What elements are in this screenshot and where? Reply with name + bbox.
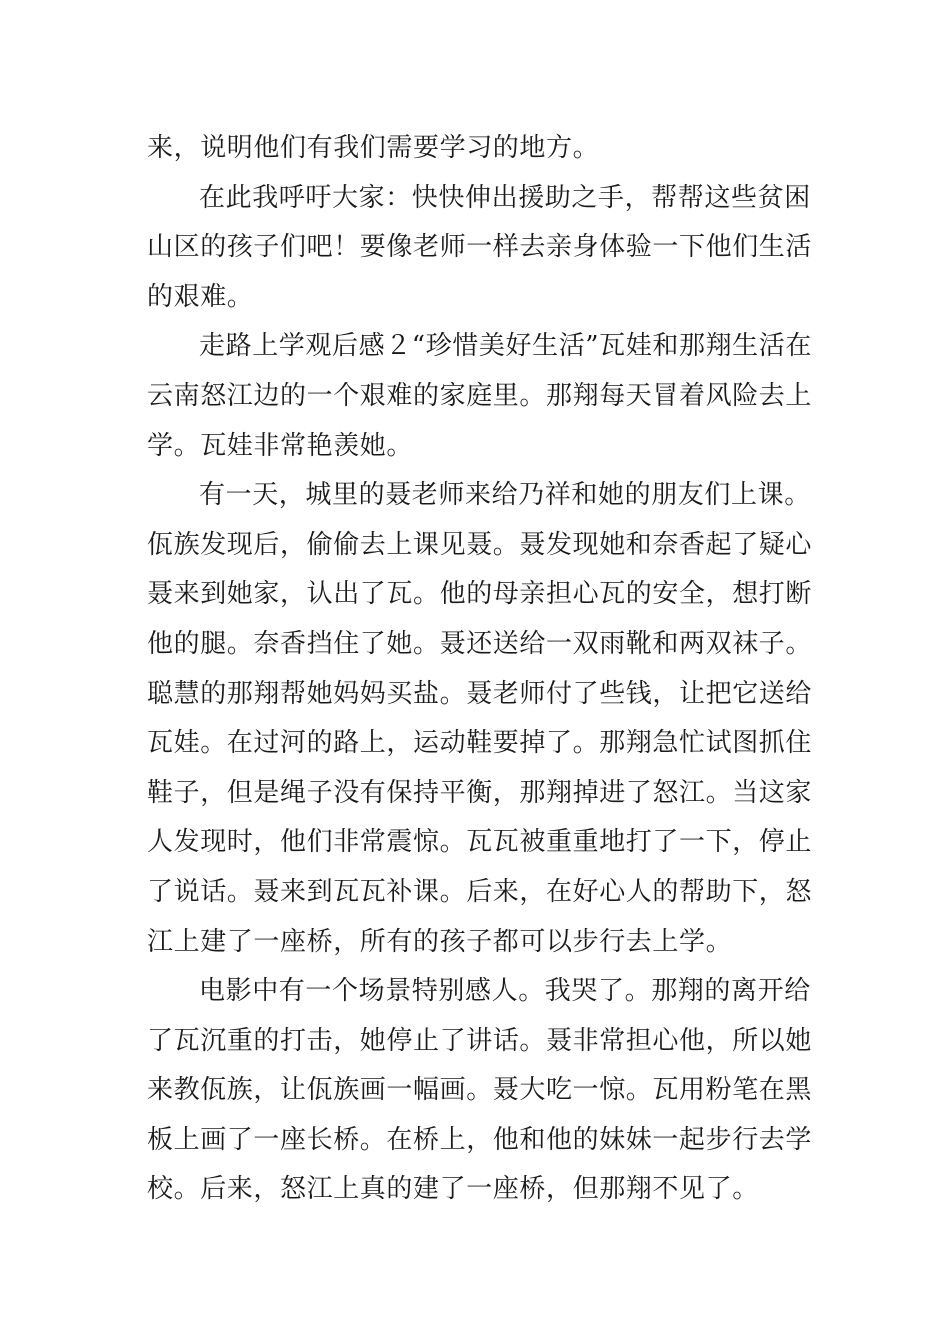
text-line: 来教佤族，让佤族画一幅画。聂大吃一惊。瓦用粉笔在黑 <box>147 1075 813 1106</box>
document-body <box>147 124 813 1215</box>
text-line: 江上建了一座桥，所有的孩子都可以步行去上学。 <box>147 926 733 957</box>
text-line: 的艰难。 <box>147 281 254 312</box>
text-line: 山区的孩子们吧！要像老师一样去亲身体验一下他们生活 <box>147 232 813 263</box>
text-line: 聂来到她家，认出了瓦。他的母亲担心瓦的安全，想打断 <box>147 579 813 610</box>
text-line: 人发现时，他们非常震惊。瓦瓦被重重地打了一下，停止 <box>147 827 813 858</box>
text-line: 来，说明他们有我们需要学习的地方。 <box>147 133 600 163</box>
paragraph-start-line: 电影中有一个场景特别感人。我哭了。那翔的离开给 <box>199 976 811 1007</box>
text-line: 瓦娃。在过河的路上，运动鞋要掉了。那翔急忙试图抓住 <box>147 728 813 759</box>
text-line: 校。后来，怒江上真的建了一座桥，但那翔不见了。 <box>147 1174 759 1205</box>
text-line: 学。瓦娃非常艳羡她。 <box>147 430 414 461</box>
paragraph-start-line: 走路上学观后感２“珍惜美好生活”瓦娃和那翔生活在 <box>199 331 812 362</box>
text-line: 佤族发现后，偷偷去上课见聂。聂发现她和奈香起了疑心 <box>147 529 813 560</box>
text-line: 云南怒江边的一个艰难的家庭里。那翔每天冒着风险去上 <box>147 380 813 411</box>
text-line: 板上画了一座长桥。在桥上，他和他的妹妹一起步行去学 <box>147 1124 813 1155</box>
text-line: 他的腿。奈香挡住了她。聂还送给一双雨靴和两双袜子。 <box>147 628 813 659</box>
text-line: 了瓦沉重的打击，她停止了讲话。聂非常担心他，所以她 <box>147 1025 813 1056</box>
text-line: 鞋子，但是绳子没有保持平衡，那翔掉进了怒江。当这家 <box>147 777 813 808</box>
paragraph-start-line: 在此我呼吁大家：快快伸出援助之手，帮帮这些贫困 <box>199 182 811 213</box>
paragraph-start-line: 有一天，城里的聂老师来给乃祥和她的朋友们上课。 <box>199 480 811 511</box>
text-line: 聪慧的那翔帮她妈妈买盐。聂老师付了些钱，让把它送给 <box>147 678 813 709</box>
text-line: 了说话。聂来到瓦瓦补课。后来，在好心人的帮助下，怒 <box>147 876 813 907</box>
